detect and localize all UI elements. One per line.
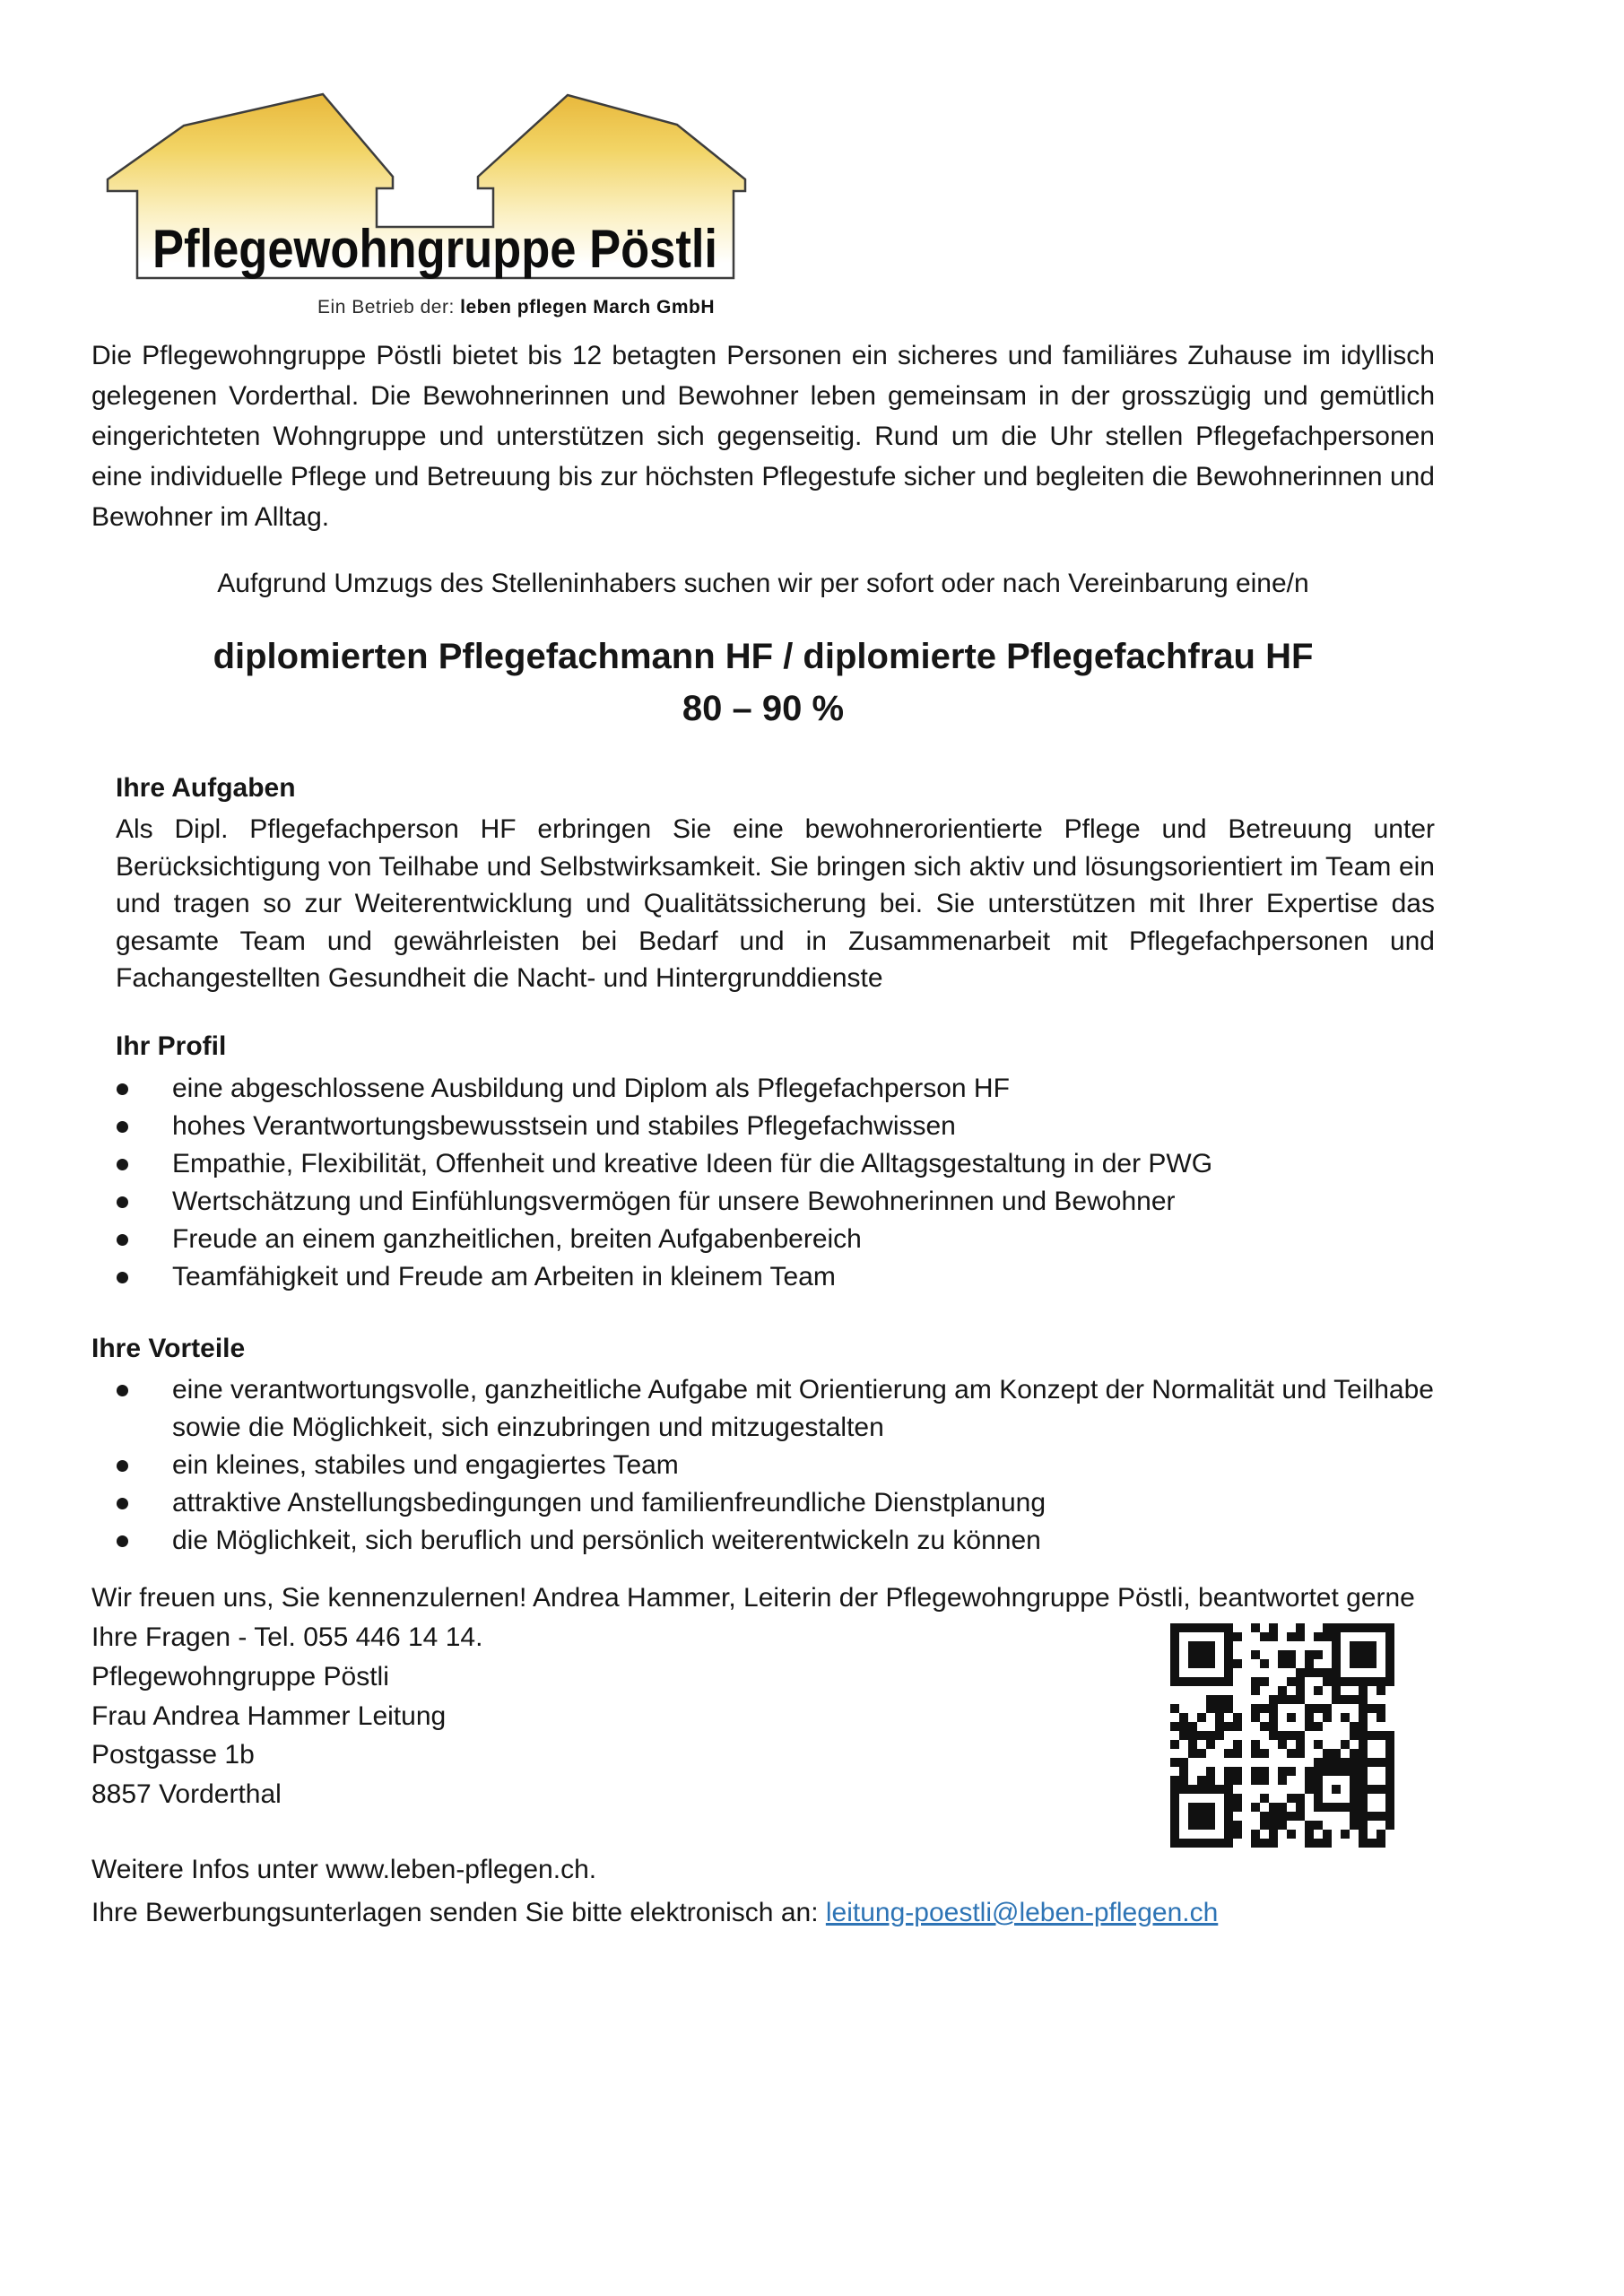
contact-address-line: Pflegewohngruppe Pöstli [91,1662,389,1692]
vorteile-list-item: eine verantwortungsvolle, ganzheitliche Aufgabe mit Orientierung am Konzept der Normalität und Teilhabe sowie die Möglichkeit, sich einzubringen und mitzugestalten [91,1371,1435,1447]
company-logo [94,76,758,287]
vorteile-list-item: attraktive Anstellungsbedingungen und familienfreundliche Dienstplanung [91,1484,1435,1522]
contact-address-line: Frau Andrea Hammer Leitung [91,1700,447,1731]
logo-subtitle-prefix: Ein Betrieb der: [317,297,461,317]
profil-list-item: Teamfähigkeit und Freude am Arbeiten in kleinem Team [91,1258,1435,1296]
contact-address-line: 8857 Vorderthal [91,1779,282,1809]
application-email-link[interactable]: leitung-poestli@leben-pflegen.ch [825,1898,1219,1927]
section-heading-profil: Ihr Profil [116,1031,227,1061]
logo-subtitle [94,297,758,318]
contact-address-line: Postgasse 1b [91,1740,255,1770]
section-heading-vorteile: Ihre Vorteile [91,1334,246,1363]
footer-apply-prefix: Ihre Bewerbungsunterlagen senden Sie bitte elektronisch an: [91,1898,826,1927]
job-title [91,631,1435,735]
footer-info: Weitere Infos unter www.leben-pflegen.ch. [91,1855,597,1884]
contact-intro: Wir freuen uns, Sie kennenzulernen! Andrea Hammer, Leiterin der Pflegewohngruppe Pöstli, beantwortet gerne Ihre Fragen - Tel. 055 446 14 14. [91,1583,1415,1652]
section-heading-aufgaben: Ihre Aufgaben [116,773,296,803]
profil-list-item: eine abgeschlossene Ausbildung und Diplom als Pflegefachperson HF [91,1070,1435,1108]
job-title-line1: diplomierten Pflegefachmann HF / diplomierte Pflegefachfrau HF [213,637,1314,676]
profil-list [91,1070,1435,1296]
vorteile-list-item: die Möglichkeit, sich beruflich und persönlich weiterentwickeln zu können [91,1522,1435,1560]
job-title-pensum: 80 – 90 % [682,689,845,728]
profil-list-item: hohes Verantwortungsbewusstsein und stabiles Pflegefachwissen [91,1108,1435,1145]
aufgaben-paragraph: Als Dipl. Pflegefachperson HF erbringen Sie eine bewohnerorientierte Pflege und Betreuung unter Berücksichtigung von Teilhabe und Selbstwirksamkeit. Sie bringen sich aktiv und lösungsorientiert im Team ein und tragen so zur Weiterentwicklung und Qualitätssicherung bei. Sie unterstützen mit Ihrer Expertise das gesamte Team und gewährleisten bei Bedarf und in Zusammenarbeit mit Pflegefachpersonen und Fachangestellten Gesundheit die Nacht- und Hintergrunddienste [116,814,1435,993]
intro-paragraph: Die Pflegewohngruppe Pöstli bietet bis 12 betagten Personen ein sicheres und familiäres Zuhause im idyllisch gelegenen Vorderthal. Die Bewohnerinnen und Bewohner leben gemeinsam in der grosszügig und gemütlich eingerichteten Wohngruppe und unterstützen sich gegenseitig. Rund um die Uhr stellen Pflegefachpersonen eine individuelle Pflege und Betreuung bis zur höchsten Pflegestufe sicher und begleiten die Bewohnerinnen und Bewohner im Alltag. [91,341,1435,532]
profil-list-item: Wertschätzung und Einfühlungsvermögen für unsere Bewohnerinnen und Bewohner [91,1183,1435,1221]
profil-list-item: Empathie, Flexibilität, Offenheit und kreative Ideen für die Alltagsgestaltung in der PWG [91,1145,1435,1183]
vacancy-line: Aufgrund Umzugs des Stelleninhabers suchen wir per sofort oder nach Vereinbarung eine/n [217,569,1309,598]
logo-subtitle-company: leben pflegen March GmbH [460,297,715,317]
profil-list-item: Freude an einem ganzheitlichen, breiten Aufgabenbereich [91,1221,1435,1258]
vorteile-list-item: ein kleines, stabiles und engagiertes Team [91,1447,1435,1484]
vorteile-list [91,1371,1435,1560]
qr-code [1170,1623,1394,1848]
footer-apply [91,1892,1435,1933]
logo-title: Pflegewohngruppe Pöstli [152,219,717,279]
